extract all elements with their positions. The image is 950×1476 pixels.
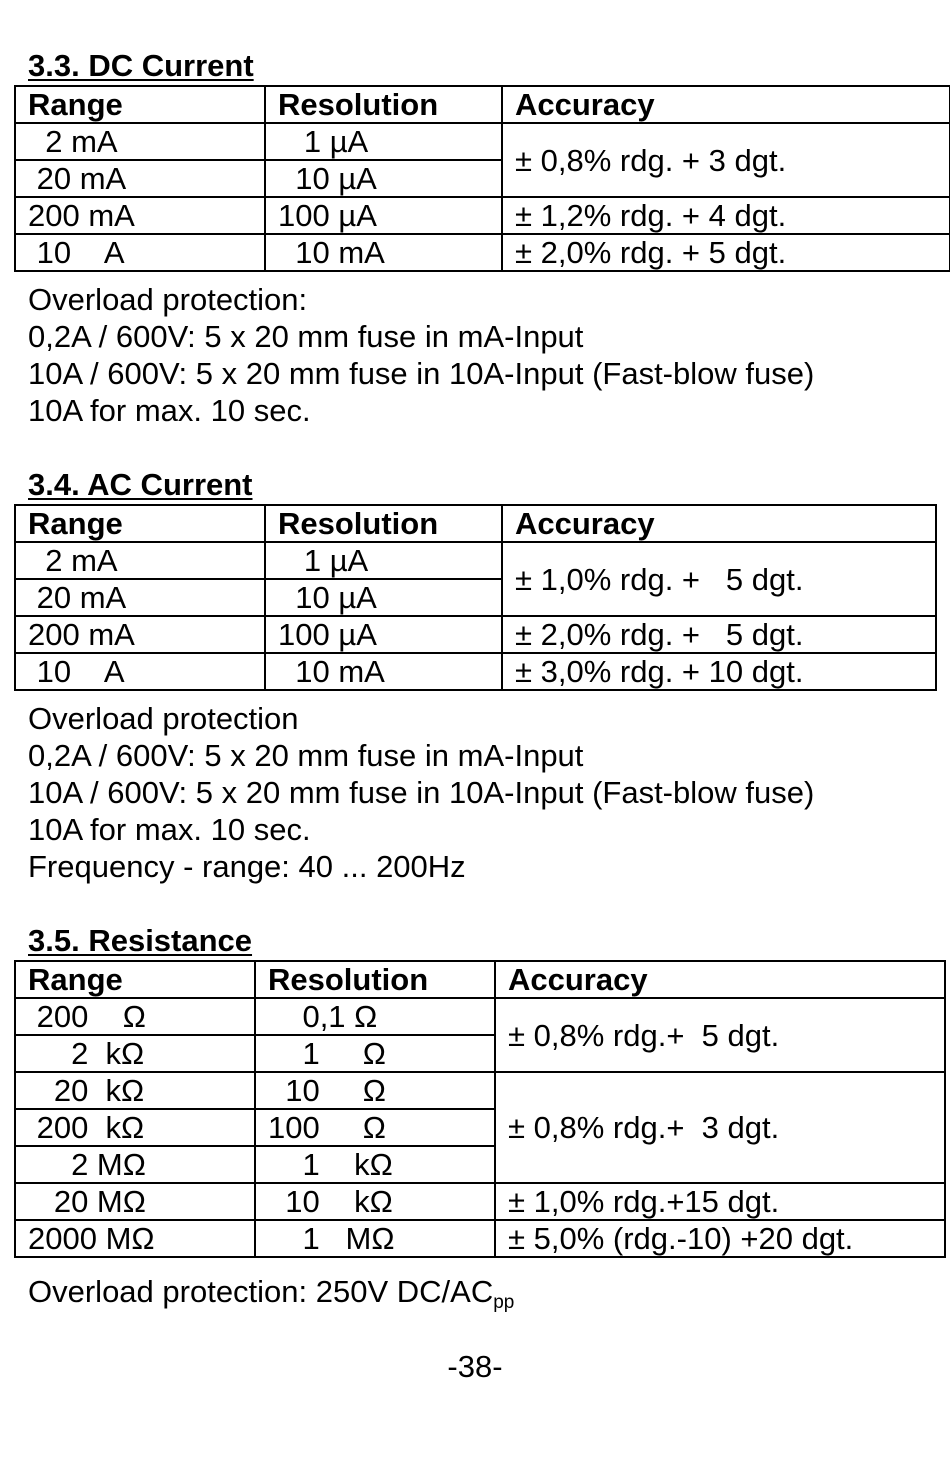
- resolution-cell: 10 kΩ: [255, 1183, 495, 1220]
- table-header-row: [15, 961, 945, 998]
- resolution-cell: 1 µA: [265, 123, 502, 160]
- resistance-note-line: [28, 1273, 515, 1313]
- page-number: -38-: [447, 1349, 503, 1384]
- range-cell: 2000 MΩ: [15, 1220, 255, 1257]
- resolution-cell: 1 µA: [265, 542, 502, 579]
- accuracy-cell: ± 5,0% (rdg.-10) +20 dgt.: [495, 1220, 945, 1257]
- resolution-cell: 10 mA: [265, 653, 502, 690]
- ac-note-line: Overload protection: [28, 701, 299, 736]
- range-cell: 2 MΩ: [15, 1146, 255, 1183]
- resolution-cell: 1 MΩ: [255, 1220, 495, 1257]
- table-row: [15, 542, 936, 579]
- dc-note-line: 10A / 600V: 5 x 20 mm fuse in 10A-Input (Fast-blow fuse): [28, 356, 815, 391]
- range-cell: 20 MΩ: [15, 1183, 255, 1220]
- resolution-header: Resolution: [255, 961, 495, 998]
- resolution-cell: 10 µA: [265, 579, 502, 616]
- resistance-note-subscript: pp: [493, 1292, 515, 1313]
- accuracy-cell: ± 1,0% rdg.+15 dgt.: [495, 1183, 945, 1220]
- accuracy-cell: ± 2,0% rdg. + 5 dgt.: [502, 616, 936, 653]
- range-header: Range: [15, 961, 255, 998]
- table-row: [15, 616, 936, 653]
- resolution-cell: 100 µA: [265, 616, 502, 653]
- resolution-cell: 10 Ω: [255, 1072, 495, 1109]
- range-cell: 20 mA: [15, 160, 265, 197]
- ac-current-table: [14, 504, 937, 691]
- range-cell: 2 kΩ: [15, 1035, 255, 1072]
- range-cell: 200 kΩ: [15, 1109, 255, 1146]
- range-cell: 2 mA: [15, 542, 265, 579]
- accuracy-header: Accuracy: [495, 961, 945, 998]
- table-header-row: [15, 505, 936, 542]
- ac-note-line: 10A for max. 10 sec.: [28, 812, 311, 847]
- dc-current-table: [14, 85, 950, 272]
- accuracy-cell: ± 2,0% rdg. + 5 dgt.: [502, 234, 950, 271]
- dc-current-heading: 3.3. DC Current: [28, 48, 254, 83]
- ac-note-line: Frequency - range: 40 ... 200Hz: [28, 849, 466, 884]
- accuracy-cell: ± 0,8% rdg.+ 3 dgt.: [495, 1072, 945, 1183]
- ac-current-heading: 3.4. AC Current: [28, 467, 253, 502]
- accuracy-header: Accuracy: [502, 505, 936, 542]
- table-header-row: [15, 86, 950, 123]
- range-header: Range: [15, 86, 265, 123]
- table-row: [15, 1220, 945, 1257]
- resolution-cell: 10 mA: [265, 234, 502, 271]
- table-row: [15, 998, 945, 1035]
- dc-note-line: 0,2A / 600V: 5 x 20 mm fuse in mA-Input: [28, 319, 584, 354]
- range-cell: 200 mA: [15, 616, 265, 653]
- resistance-table: [14, 960, 946, 1258]
- resolution-header: Resolution: [265, 86, 502, 123]
- range-cell: 200 Ω: [15, 998, 255, 1035]
- range-cell: 10 A: [15, 234, 265, 271]
- resistance-heading: 3.5. Resistance: [28, 923, 253, 958]
- table-row: [15, 1183, 945, 1220]
- resolution-header: Resolution: [265, 505, 502, 542]
- dc-note-line: Overload protection:: [28, 282, 308, 317]
- accuracy-cell: ± 3,0% rdg. + 10 dgt.: [502, 653, 936, 690]
- ac-note-line: 0,2A / 600V: 5 x 20 mm fuse in mA-Input: [28, 738, 584, 773]
- range-cell: 20 kΩ: [15, 1072, 255, 1109]
- accuracy-cell: ± 0,8% rdg.+ 5 dgt.: [495, 998, 945, 1072]
- accuracy-cell: ± 0,8% rdg. + 3 dgt.: [502, 123, 950, 197]
- resolution-cell: 0,1 Ω: [255, 998, 495, 1035]
- range-header: Range: [15, 505, 265, 542]
- range-cell: 2 mA: [15, 123, 265, 160]
- resolution-cell: 100 Ω: [255, 1109, 495, 1146]
- table-row: [15, 1072, 945, 1109]
- ac-note-line: 10A / 600V: 5 x 20 mm fuse in 10A-Input (Fast-blow fuse): [28, 775, 815, 810]
- accuracy-cell: ± 1,2% rdg. + 4 dgt.: [502, 197, 950, 234]
- dc-note-line: 10A for max. 10 sec.: [28, 393, 311, 428]
- resolution-cell: 100 µA: [265, 197, 502, 234]
- resolution-cell: 1 kΩ: [255, 1146, 495, 1183]
- range-cell: 10 A: [15, 653, 265, 690]
- table-row: [15, 653, 936, 690]
- table-row: [15, 123, 950, 160]
- accuracy-cell: ± 1,0% rdg. + 5 dgt.: [502, 542, 936, 616]
- table-row: [15, 197, 950, 234]
- resolution-cell: 1 Ω: [255, 1035, 495, 1072]
- resolution-cell: 10 µA: [265, 160, 502, 197]
- accuracy-header: Accuracy: [502, 86, 950, 123]
- table-row: [15, 234, 950, 271]
- range-cell: 200 mA: [15, 197, 265, 234]
- resistance-note-text: Overload protection: 250V DC/AC: [28, 1274, 494, 1309]
- range-cell: 20 mA: [15, 579, 265, 616]
